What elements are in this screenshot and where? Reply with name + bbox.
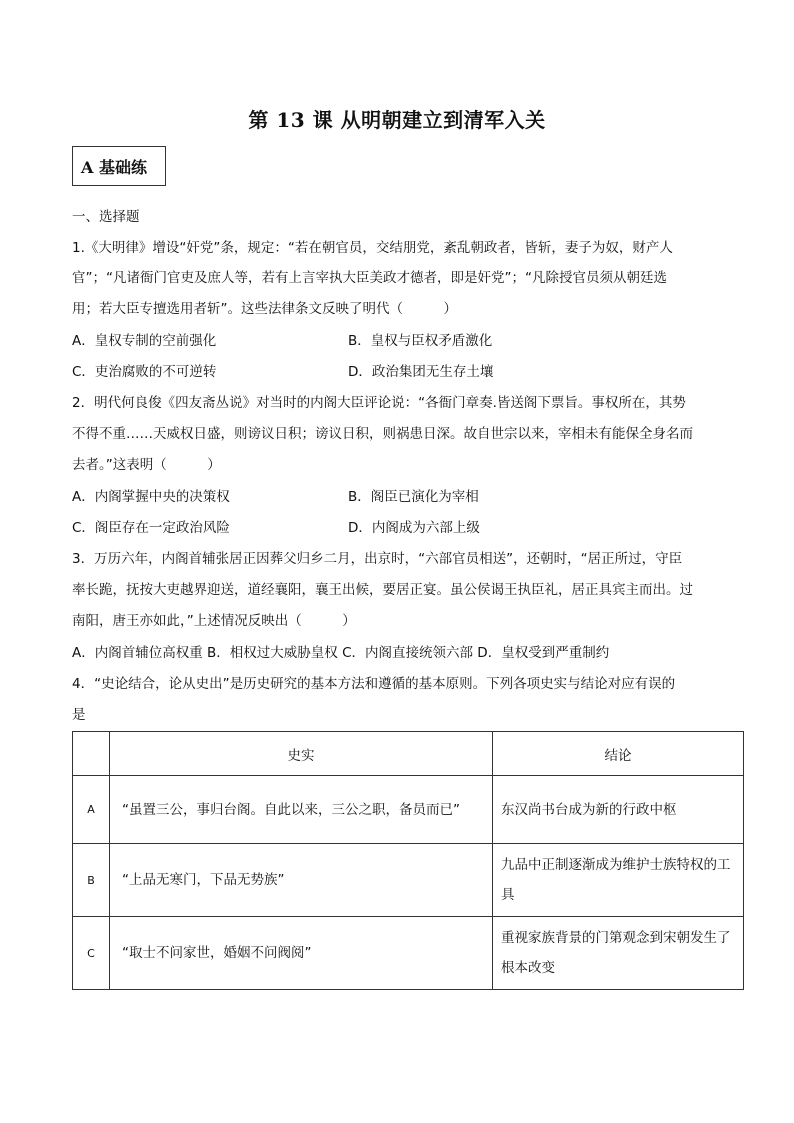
row-letter: C (73, 917, 110, 990)
q4-line-2: 是 (72, 707, 86, 723)
q1-line-3: 用；若大臣专擅选用者斩”。这些法律条文反映了明代（ ） (72, 301, 457, 317)
row-fact: “虽置三公，事归台阁。自此以来，三公之职，备员而已” (110, 776, 493, 844)
row-letter: B (73, 844, 110, 917)
q2-option-c: C．阁臣存在一定政治风险 (72, 520, 230, 536)
q1-option-a: A．皇权专制的空前强化 (72, 333, 217, 349)
q3-line-2: 率长跪，抚按大吏越界迎送，道经襄阳，襄王出候，要居正宴。虽公侯谒王执臣礼，居正具宾主而出。过 (72, 582, 693, 598)
table-header-conclusion: 结论 (493, 732, 744, 776)
section-label-box (72, 146, 166, 186)
q4-table (72, 731, 744, 990)
q1-line-2: 官”；“凡诸衙门官吏及庶人等，若有上言宰执大臣美政才德者，即是奸党”；“凡除授官员须从朝廷选 (72, 270, 667, 286)
q1-line-1: 1.《大明律》增设“奸党”条，规定：“若在朝官员，交结朋党，紊乱朝政者，皆斩，妻子为奴，财产人 (72, 240, 673, 256)
row-letter: A (73, 776, 110, 844)
q3-options: A．内阁首辅位高权重 B．相权过大威胁皇权 C．内阁直接统领六部 D．皇权受到严重制约 (72, 645, 610, 661)
row-fact: “取士不问家世，婚姻不问阀阅” (110, 917, 493, 990)
table-row (73, 917, 744, 990)
row-conclusion: 东汉尚书台成为新的行政中枢 (493, 776, 744, 844)
q2-line-2: 不得不重……天威权日盛，则谤议日积；谤议日积，则祸患日深。故自世宗以来，宰相未有能保全身名而 (72, 426, 693, 442)
part-heading: 一、选择题 (72, 209, 140, 225)
page-title: 第 13 课 从明朝建立到清军入关 (248, 108, 546, 132)
table-row (73, 776, 744, 844)
q2-option-d: D．内阁成为六部上级 (348, 520, 480, 536)
q1-option-b: B．皇权与臣权矛盾激化 (348, 333, 493, 349)
q2-option-b: B．阁臣已演化为宰相 (348, 489, 479, 505)
q1-option-c: C．吏治腐败的不可逆转 (72, 364, 217, 380)
table-header-letter (73, 732, 110, 776)
q4-line-1: 4．“史论结合，论从史出”是历史研究的基本方法和遵循的基本原则。下列各项史实与结论对应有误的 (72, 676, 676, 692)
row-fact: “上品无寒门，下品无势族” (110, 844, 493, 917)
q2-line-1: 2．明代何良俊《四友斋丛说》对当时的内阁大臣评论说：“各衙门章奏.皆送阁下票旨。事权所在，其势 (72, 395, 686, 411)
row-conclusion: 重视家族背景的门第观念到宋朝发生了根本改变 (493, 917, 744, 990)
row-conclusion: 九品中正制逐渐成为维护士族特权的工具 (493, 844, 744, 917)
q1-option-d: D．政治集团无生存土壤 (348, 364, 494, 380)
q2-option-a: A．内阁掌握中央的决策权 (72, 489, 230, 505)
q2-line-3: 去者。”这表明（ ） (72, 457, 221, 473)
q3-line-1: 3．万历六年，内阁首辅张居正因葬父归乡二月，出京时，“六部官员相送”，还朝时，“居正所过，守臣 (72, 551, 683, 567)
table-row (73, 844, 744, 917)
q3-line-3: 南阳，唐王亦如此，”上述情况反映出（ ） (72, 613, 356, 629)
table-header-fact: 史实 (110, 732, 493, 776)
section-label: A 基础练 (81, 157, 147, 177)
table-header-row (73, 732, 744, 776)
